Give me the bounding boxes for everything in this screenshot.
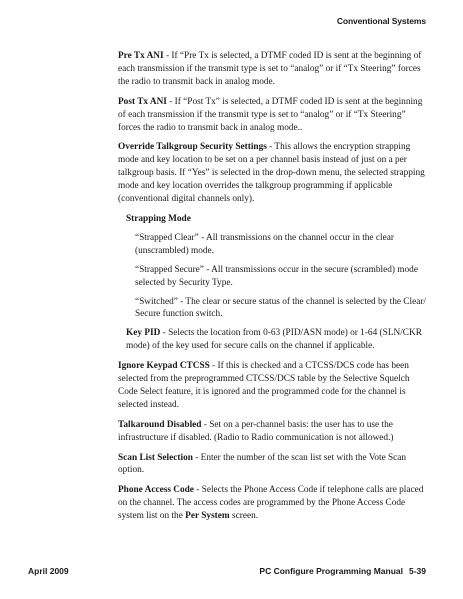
scan-list-selection-text: - Enter the number of the scan list set with the Vote Scan option. xyxy=(118,452,407,476)
ignore-keypad-ctcss-text: - If this is checked and a CTCSS/DCS code has been selected from the preprogrammed CTCSS/DCS table by the Selective Squelch Code Select feature, it is ignored and the programmed code for the channel is selected instead. xyxy=(118,361,410,410)
switched-item: “Switched” - The clear or secure status of the channel is selected by the Clear/ Secure function switch. xyxy=(135,296,427,320)
pre-tx-ani-term: Pre Tx ANI xyxy=(118,51,164,61)
override-talkgroup-term: Override Talkgroup Security Settings xyxy=(118,142,267,153)
scan-list-selection-term: Scan List Selection xyxy=(118,452,193,463)
footer-page-number: 5-39 xyxy=(408,566,426,576)
pre-tx-ani-text: - If “Pre Tx is selected, a DTMF coded ID is sent at the beginning of each transmission if the transmit type is set to “analog” or if “Tx Steering” forces the radio to transmit back in analog mode. xyxy=(118,51,422,87)
talkaround-disabled-text: - Set on a per-channel basis: the user has to use the infrastructure if disabled. (Radio to Radio communication is not allowed.) xyxy=(118,419,394,443)
key-pid-text: - Selects the location from 0-63 (PID/ASN mode) or 1-64 (SLN/CKR mode) of the key used for secure calls on the channel if applicable. xyxy=(126,328,422,352)
talkaround-disabled-term: Talkaround Disabled xyxy=(118,419,202,430)
scan-list-selection-paragraph xyxy=(118,452,428,478)
strapped-secure-item: “Strapped Secure” - All transmissions occur in the secure (scrambled) mode selected by Security Type. xyxy=(135,264,418,288)
running-header: Conventional Systems xyxy=(336,16,426,26)
phone-access-code-text: - Selects the Phone Access Code if telephone calls are placed on the channel. The access codes are programmed by the Phone Access Code system list on the xyxy=(118,485,424,522)
key-pid-term: Key PID xyxy=(126,328,161,339)
key-pid-paragraph xyxy=(126,327,428,353)
strapping-mode-heading: Strapping Mode xyxy=(126,213,191,224)
phone-access-code-paragraph xyxy=(118,484,428,523)
page-body xyxy=(118,50,428,530)
strapped-clear-item: “Strapped Clear” - All transmissions on the channel occur in the clear (unscrambled) mode. xyxy=(135,232,394,256)
override-talkgroup-paragraph xyxy=(118,141,428,206)
pre-tx-ani-paragraph xyxy=(118,50,428,89)
footer-manual-title: PC Configure Programming Manual xyxy=(259,566,403,576)
talkaround-disabled-paragraph xyxy=(118,419,428,445)
post-tx-ani-text: - If “Post Tx” is selected, a DTMF coded ID is sent at the beginning of each transmission if the transmit type is set to “analog” or if “Tx Steering” forces the radio to transmit back in analog mode.. xyxy=(118,96,423,133)
footer-title-page xyxy=(259,566,426,576)
phone-access-code-text-end: screen. xyxy=(229,511,259,522)
ignore-keypad-ctcss-term: Ignore Keypad CTCSS xyxy=(118,361,210,372)
ignore-keypad-ctcss-paragraph xyxy=(118,360,428,412)
post-tx-ani-paragraph xyxy=(118,96,428,135)
footer-date: April 2009 xyxy=(28,566,69,576)
post-tx-ani-term: Post Tx ANI xyxy=(118,96,167,107)
per-system-screen-reference: Per System xyxy=(185,511,230,522)
override-talkgroup-text: - This allows the encryption strapping mode and key location to be set on a per channel basis instead of just on a per talkgroup basis. If “Yes” is selected in the drop-down menu, the selected strapping mode and key location overrides the talkgroup programming if applicable (conventional digital channels only). xyxy=(118,142,425,205)
phone-access-code-term: Phone Access Code xyxy=(118,485,194,496)
